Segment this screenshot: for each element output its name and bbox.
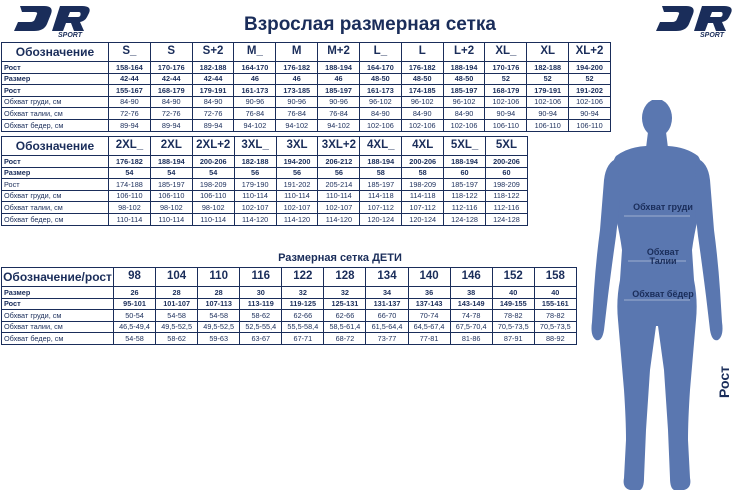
- kids-size-chart-title: Размерная сетка ДЕТИ: [278, 252, 402, 264]
- size-header-cell: S+2: [192, 43, 234, 62]
- row-label-cell: Размер: [2, 287, 114, 299]
- table-cell: 119-125: [282, 298, 324, 310]
- table-row: [2, 321, 577, 333]
- table-cell: 76-84: [276, 108, 318, 120]
- table-row: [2, 190, 528, 202]
- table-cell: 59-63: [198, 333, 240, 345]
- table-cell: 118-122: [486, 190, 528, 202]
- table-cell: 70-74: [408, 310, 450, 322]
- table-row: [2, 298, 577, 310]
- table-cell: 84-90: [192, 96, 234, 108]
- table-row: [2, 333, 577, 345]
- size-header-cell: 146: [450, 268, 492, 287]
- table-cell: 106-110: [485, 119, 527, 131]
- table-cell: 155-161: [534, 298, 576, 310]
- table-row: [2, 62, 611, 74]
- table-cell: 60: [486, 167, 528, 179]
- table-cell: 188-194: [150, 156, 192, 168]
- size-header-cell: XL+2: [569, 43, 611, 62]
- table-cell: 198-209: [192, 179, 234, 191]
- table-cell: 188-194: [318, 62, 360, 74]
- table-cell: 89-94: [150, 119, 192, 131]
- row-label-cell: Обхват бедер, см: [2, 333, 114, 345]
- table-cell: 170-176: [485, 62, 527, 74]
- table-cell: 161-173: [359, 85, 401, 97]
- table-cell: 38: [450, 287, 492, 299]
- table-cell: 61,5-64,4: [366, 321, 408, 333]
- table-cell: 54-58: [156, 310, 198, 322]
- table-cell: 98-102: [150, 202, 192, 214]
- table-cell: 182-188: [527, 62, 569, 74]
- table-cell: 185-197: [443, 85, 485, 97]
- table-cell: 54: [109, 167, 151, 179]
- table-cell: 176-182: [276, 62, 318, 74]
- table-cell: 46,5-49,4: [114, 321, 156, 333]
- size-header-cell: 104: [156, 268, 198, 287]
- row-label-cell: Обхват талии, см: [2, 321, 114, 333]
- table-row: [2, 213, 528, 225]
- table-cell: 89-94: [109, 119, 151, 131]
- table-cell: 106-110: [527, 119, 569, 131]
- table-cell: 58: [402, 167, 444, 179]
- table-cell: 40: [534, 287, 576, 299]
- size-header-cell: M+2: [318, 43, 360, 62]
- table-cell: 95-101: [114, 298, 156, 310]
- table-cell: 185-197: [444, 179, 486, 191]
- table-cell: 28: [198, 287, 240, 299]
- hip-girth-label: Обхват бёдер: [632, 289, 694, 299]
- table-row: [2, 310, 577, 322]
- table-cell: 67,5-70,4: [450, 321, 492, 333]
- table-cell: 87-91: [492, 333, 534, 345]
- table-cell: 106-110: [150, 190, 192, 202]
- table-cell: 84-90: [401, 108, 443, 120]
- row-label-cell: Обхват талии, см: [2, 108, 109, 120]
- adult-size-chart-title: Взрослая размерная сетка: [244, 14, 496, 35]
- table-cell: 90-96: [318, 96, 360, 108]
- table-cell: 90-96: [234, 96, 276, 108]
- table-cell: 60: [444, 167, 486, 179]
- table-row: [2, 167, 528, 179]
- table-cell: 106-110: [192, 190, 234, 202]
- table-cell: 62-66: [282, 310, 324, 322]
- size-header-cell: 4XL: [402, 137, 444, 156]
- table-cell: 70,5-73,5: [492, 321, 534, 333]
- table-cell: 182-188: [192, 62, 234, 74]
- size-header-cell: 2XL: [150, 137, 192, 156]
- table-cell: 143-149: [450, 298, 492, 310]
- table-row: [2, 85, 611, 97]
- table-cell: 110-114: [109, 213, 151, 225]
- table-cell: 50-54: [114, 310, 156, 322]
- table-cell: 110-114: [150, 213, 192, 225]
- size-header-cell: M_: [234, 43, 276, 62]
- table-row: [2, 119, 611, 131]
- svg-text:SPORT: SPORT: [700, 32, 724, 38]
- table-cell: 200-206: [486, 156, 528, 168]
- table-cell: 161-173: [234, 85, 276, 97]
- table-cell: 94-102: [234, 119, 276, 131]
- waist-girth-text: Обхват Талии: [646, 247, 680, 267]
- table-cell: 94-102: [318, 119, 360, 131]
- size-header-cell: 122: [282, 268, 324, 287]
- table-row: [2, 287, 577, 299]
- table-cell: 58-62: [156, 333, 198, 345]
- table-cell: 96-102: [401, 96, 443, 108]
- adult-size-table-1: [1, 42, 611, 132]
- table-cell: 46: [318, 73, 360, 85]
- table-cell: 76-84: [234, 108, 276, 120]
- table-cell: 49,5-52,5: [156, 321, 198, 333]
- table-cell: 102-106: [485, 96, 527, 108]
- adult-size-table-2: [1, 136, 528, 226]
- row-label-cell: Рост: [2, 179, 109, 191]
- table-cell: 110-114: [276, 190, 318, 202]
- table-cell: 84-90: [150, 96, 192, 108]
- table-cell: 185-197: [318, 85, 360, 97]
- table-cell: 90-94: [527, 108, 569, 120]
- table-cell: 194-200: [569, 62, 611, 74]
- size-header-cell: 98: [114, 268, 156, 287]
- table-cell: 46: [234, 73, 276, 85]
- size-header-cell: 2XL_: [109, 137, 151, 156]
- table-cell: 114-120: [234, 213, 276, 225]
- size-header-cell: 134: [366, 268, 408, 287]
- row-label-cell: Обхват бедер, см: [2, 119, 109, 131]
- size-header-cell: 4XL_: [360, 137, 402, 156]
- table-cell: 94-102: [276, 119, 318, 131]
- table-cell: 49,5-52,5: [198, 321, 240, 333]
- size-header-cell: 5XL_: [444, 137, 486, 156]
- table-header-row: [2, 43, 611, 62]
- table-cell: 191-202: [276, 179, 318, 191]
- table-cell: 198-209: [402, 179, 444, 191]
- row-label-cell: Обхват груди, см: [2, 190, 109, 202]
- size-header-cell: XL: [527, 43, 569, 62]
- table-cell: 176-182: [109, 156, 151, 168]
- table-cell: 112-116: [486, 202, 528, 214]
- table-cell: 78-82: [492, 310, 534, 322]
- table-cell: 149-155: [492, 298, 534, 310]
- table-cell: 188-194: [360, 156, 402, 168]
- table-cell: 173-185: [276, 85, 318, 97]
- size-header-cell: L+2: [443, 43, 485, 62]
- size-header-cell: 110: [198, 268, 240, 287]
- table-cell: 32: [324, 287, 366, 299]
- table-cell: 118-122: [444, 190, 486, 202]
- table-cell: 72-76: [150, 108, 192, 120]
- table-row: [2, 73, 611, 85]
- table-cell: 176-182: [401, 62, 443, 74]
- table-cell: 131-137: [366, 298, 408, 310]
- table-cell: 56: [276, 167, 318, 179]
- table-cell: 112-116: [444, 202, 486, 214]
- table-cell: 198-209: [486, 179, 528, 191]
- table-cell: 52: [569, 73, 611, 85]
- table-cell: 74-78: [450, 310, 492, 322]
- table-cell: 179-190: [234, 179, 276, 191]
- table-cell: 125-131: [324, 298, 366, 310]
- table-cell: 102-107: [234, 202, 276, 214]
- table-cell: 168-179: [150, 85, 192, 97]
- table-cell: 77-81: [408, 333, 450, 345]
- table-cell: 168-179: [485, 85, 527, 97]
- table-cell: 101-107: [156, 298, 198, 310]
- table-cell: 78-82: [534, 310, 576, 322]
- table-cell: 72-76: [192, 108, 234, 120]
- table-cell: 102-106: [569, 96, 611, 108]
- table-cell: 170-176: [150, 62, 192, 74]
- table-cell: 110-114: [192, 213, 234, 225]
- size-header-cell: 2XL+2: [192, 137, 234, 156]
- table-cell: 174-188: [109, 179, 151, 191]
- table-cell: 120-124: [360, 213, 402, 225]
- table-cell: 155-167: [109, 85, 151, 97]
- table-row: [2, 156, 528, 168]
- table-cell: 107-112: [402, 202, 444, 214]
- table-cell: 114-118: [360, 190, 402, 202]
- table-cell: 58,5-61,4: [324, 321, 366, 333]
- table-cell: 102-106: [359, 119, 401, 131]
- table-cell: 68-72: [324, 333, 366, 345]
- table-cell: 42-44: [192, 73, 234, 85]
- size-header-cell: S: [150, 43, 192, 62]
- row-label-cell: Рост: [2, 62, 109, 74]
- table-cell: 106-110: [109, 190, 151, 202]
- size-header-cell: 128: [324, 268, 366, 287]
- table-cell: 206-212: [318, 156, 360, 168]
- size-header-cell: 140: [408, 268, 450, 287]
- table-header-row: [2, 137, 528, 156]
- table-cell: 114-120: [276, 213, 318, 225]
- size-header-cell: XL_: [485, 43, 527, 62]
- size-header-cell: L: [401, 43, 443, 62]
- table-cell: 90-94: [569, 108, 611, 120]
- size-header-cell: 3XL+2: [318, 137, 360, 156]
- row-label-cell: Обхват бедер, см: [2, 213, 109, 225]
- table-cell: 98-102: [192, 202, 234, 214]
- table-cell: 84-90: [443, 108, 485, 120]
- table-cell: 58-62: [240, 310, 282, 322]
- size-header-cell: 152: [492, 268, 534, 287]
- table-cell: 114-118: [402, 190, 444, 202]
- table-cell: 110-114: [318, 190, 360, 202]
- table-cell: 30: [240, 287, 282, 299]
- table-cell: 26: [114, 287, 156, 299]
- table-header-row: [2, 268, 577, 287]
- table-cell: 81-86: [450, 333, 492, 345]
- table-cell: 72-76: [109, 108, 151, 120]
- table-cell: 56: [234, 167, 276, 179]
- table-cell: 67-71: [282, 333, 324, 345]
- header-label-cell: Обозначение/рост: [2, 268, 114, 287]
- table-cell: 46: [276, 73, 318, 85]
- table-cell: 52,5-55,4: [240, 321, 282, 333]
- row-label-cell: Рост: [2, 85, 109, 97]
- table-cell: 205-214: [318, 179, 360, 191]
- chest-girth-label: Обхват груди: [633, 202, 693, 212]
- header-label-cell: Обозначение: [2, 43, 109, 62]
- table-cell: 102-106: [401, 119, 443, 131]
- table-cell: 52: [485, 73, 527, 85]
- size-header-cell: L_: [359, 43, 401, 62]
- table-cell: 84-90: [359, 108, 401, 120]
- table-cell: 107-112: [360, 202, 402, 214]
- row-label-cell: Рост: [2, 298, 114, 310]
- table-cell: 58: [360, 167, 402, 179]
- table-cell: 185-197: [360, 179, 402, 191]
- size-header-cell: 116: [240, 268, 282, 287]
- row-label-cell: Размер: [2, 167, 109, 179]
- table-cell: 158-164: [109, 62, 151, 74]
- table-cell: 174-185: [401, 85, 443, 97]
- table-cell: 96-102: [359, 96, 401, 108]
- table-cell: 42-44: [150, 73, 192, 85]
- row-label-cell: Обхват груди, см: [2, 96, 109, 108]
- height-label: Рост: [716, 366, 732, 398]
- size-header-cell: S_: [109, 43, 151, 62]
- table-cell: 56: [318, 167, 360, 179]
- table-cell: 137-143: [408, 298, 450, 310]
- table-cell: 55,5-58,4: [282, 321, 324, 333]
- row-label-cell: Обхват груди, см: [2, 310, 114, 322]
- size-header-cell: M: [276, 43, 318, 62]
- table-cell: 124-128: [444, 213, 486, 225]
- table-cell: 200-206: [192, 156, 234, 168]
- size-header-cell: 3XL: [276, 137, 318, 156]
- table-cell: 96-102: [443, 96, 485, 108]
- svg-text:SPORT: SPORT: [58, 32, 82, 38]
- table-cell: 34: [366, 287, 408, 299]
- table-cell: 32: [282, 287, 324, 299]
- table-cell: 106-110: [569, 119, 611, 131]
- table-cell: 102-106: [527, 96, 569, 108]
- brand-logo-left: [14, 4, 92, 38]
- table-cell: 63-67: [240, 333, 282, 345]
- table-row: [2, 96, 611, 108]
- table-cell: 48-50: [401, 73, 443, 85]
- table-cell: 90-96: [276, 96, 318, 108]
- table-cell: 62-66: [324, 310, 366, 322]
- size-header-cell: 3XL_: [234, 137, 276, 156]
- table-cell: 54: [192, 167, 234, 179]
- table-cell: 70,5-73,5: [534, 321, 576, 333]
- table-cell: 194-200: [276, 156, 318, 168]
- table-cell: 54: [150, 167, 192, 179]
- table-cell: 36: [408, 287, 450, 299]
- table-cell: 102-106: [443, 119, 485, 131]
- table-cell: 84-90: [109, 96, 151, 108]
- table-row: [2, 202, 528, 214]
- table-cell: 179-191: [192, 85, 234, 97]
- table-cell: 40: [492, 287, 534, 299]
- table-cell: 113-119: [240, 298, 282, 310]
- table-cell: 114-120: [318, 213, 360, 225]
- row-label-cell: Размер: [2, 73, 109, 85]
- table-cell: 164-170: [359, 62, 401, 74]
- table-cell: 48-50: [443, 73, 485, 85]
- table-cell: 102-107: [276, 202, 318, 214]
- table-cell: 107-113: [198, 298, 240, 310]
- table-cell: 188-194: [444, 156, 486, 168]
- table-cell: 64,5-67,4: [408, 321, 450, 333]
- table-cell: 164-170: [234, 62, 276, 74]
- row-label-cell: Рост: [2, 156, 109, 168]
- table-cell: 182-188: [234, 156, 276, 168]
- table-cell: 124-128: [486, 213, 528, 225]
- table-row: [2, 108, 611, 120]
- kids-size-table: [1, 267, 577, 345]
- table-cell: 98-102: [109, 202, 151, 214]
- table-cell: 102-107: [318, 202, 360, 214]
- table-cell: 42-44: [109, 73, 151, 85]
- table-cell: 52: [527, 73, 569, 85]
- table-cell: 76-84: [318, 108, 360, 120]
- size-header-cell: 158: [534, 268, 576, 287]
- table-cell: 185-197: [150, 179, 192, 191]
- table-cell: 200-206: [402, 156, 444, 168]
- table-row: [2, 179, 528, 191]
- table-cell: 90-94: [485, 108, 527, 120]
- size-header-cell: 5XL: [486, 137, 528, 156]
- table-cell: 110-114: [234, 190, 276, 202]
- table-cell: 28: [156, 287, 198, 299]
- table-cell: 54-58: [114, 333, 156, 345]
- table-cell: 88-92: [534, 333, 576, 345]
- brand-logo-right: [656, 4, 734, 38]
- table-cell: 73-77: [366, 333, 408, 345]
- waist-girth-label: [634, 248, 692, 267]
- table-cell: 66-70: [366, 310, 408, 322]
- table-cell: 191-202: [569, 85, 611, 97]
- table-cell: 89-94: [192, 119, 234, 131]
- row-label-cell: Обхват талии, см: [2, 202, 109, 214]
- table-cell: 179-191: [527, 85, 569, 97]
- table-cell: 120-124: [402, 213, 444, 225]
- table-cell: 48-50: [359, 73, 401, 85]
- table-cell: 54-58: [198, 310, 240, 322]
- table-cell: 188-194: [443, 62, 485, 74]
- header-label-cell: Обозначение: [2, 137, 109, 156]
